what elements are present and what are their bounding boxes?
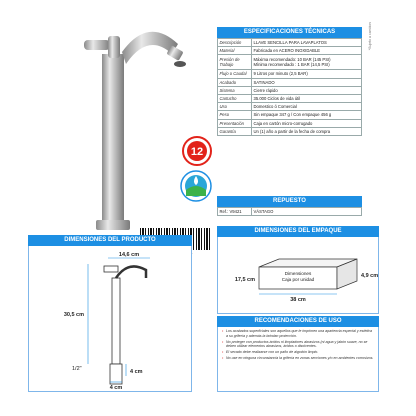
table-row (218, 86, 362, 94)
table-row (218, 39, 362, 47)
dim-width: 14,6 cm (118, 252, 140, 258)
spec-key: Garantía (218, 127, 252, 135)
warranty-badge (182, 136, 212, 166)
spec-value-line: Fabricada en ACERO INOXIDABLE (253, 48, 321, 54)
dim-base: 4 cm (109, 385, 123, 390)
spec-value (252, 78, 362, 86)
spec-value (252, 47, 362, 55)
spec-key: Uso (218, 103, 252, 111)
spec-value (252, 55, 362, 70)
spec-value (252, 111, 362, 119)
spec-value-line: Máxima recomendado: 10 BAR (145 PSI) (253, 57, 331, 63)
repuesto-ref: Ref.: V9421 (218, 208, 252, 216)
pack-dimension-drawing (217, 237, 379, 312)
spec-value-line: 35.000 Ciclos de vida útil (253, 96, 301, 102)
spec-key: Presentación (218, 119, 252, 127)
list-item: • No use en ninguna circunstancia la grifería en zonas secciones y/o en ambientes corrosivos. (222, 356, 374, 361)
table-row (218, 78, 362, 86)
dim-thread: 1/2" (72, 366, 82, 372)
spec-value-line: Mínima recomendado : 1 BAR (14,5 PSI) (253, 62, 330, 68)
spec-key: Descripción (218, 39, 252, 47)
table-row (218, 47, 362, 55)
pack-label-2: Caja por unidad (281, 277, 315, 282)
table-row (218, 55, 362, 70)
spec-value (252, 86, 362, 94)
pack-depth: 4,9 cm (361, 273, 379, 279)
dim-product-title: DIMENSIONES DEL PRODUCTO (28, 235, 192, 246)
spec-value-line: Un (1) año a partir de la fecha de compra (253, 128, 331, 134)
repuesto-title: REPUESTO (217, 196, 362, 207)
spec-key: Acabado (218, 78, 252, 86)
table-row (218, 208, 362, 216)
spec-key: Material (218, 47, 252, 55)
pack-label-1: Dimensiones (284, 271, 312, 276)
dim-base-height: 4 cm (130, 369, 143, 375)
table-row (218, 119, 362, 127)
spec-value (252, 119, 362, 127)
list-item: • No proteger con productos ácidos ni limpiadores abrasivos (ni agua y jabón suave, no se deben utilizar elementos abrasivos, ácidos o disolventes. (222, 340, 374, 349)
spec-value (252, 103, 362, 111)
table-row (218, 111, 362, 119)
side-note: *Sujeto a cambios (368, 22, 372, 51)
spec-table (217, 38, 362, 136)
recommendations-list (222, 329, 374, 363)
spec-key: Peso (218, 111, 252, 119)
spec-value (252, 39, 362, 47)
water-saving-icon (180, 170, 212, 202)
repuesto-value: VÁSTAGO (252, 208, 362, 216)
table-row (218, 103, 362, 111)
table-row (218, 127, 362, 135)
spec-value-line: Sin empaque 347 g / Con empaque 456 g (253, 112, 332, 118)
spec-value (252, 127, 362, 135)
table-row (218, 70, 362, 78)
recommendations-title: RECOMENDACIONES DE USO (217, 316, 379, 327)
spec-title: ESPECIFICACIONES TÉCNICAS (217, 27, 362, 38)
spec-key: Sistema (218, 86, 252, 94)
spec-value-line: Domestico ó Comercial (253, 104, 297, 110)
warranty-number: 12 (190, 146, 204, 158)
spec-key: Cartucho (218, 95, 252, 103)
dim-pack-title: DIMENSIONES DEL EMPAQUE (217, 226, 379, 237)
repuesto-table (217, 207, 362, 216)
product-dimension-drawing (28, 246, 192, 390)
pack-length: 38 cm (290, 297, 306, 303)
spec-value-line: Cierre rápido (253, 87, 278, 93)
spec-value-line: SATINADO (253, 79, 275, 85)
spec-value (252, 95, 362, 103)
table-row (218, 95, 362, 103)
dim-height: 30,5 cm (63, 312, 84, 318)
list-item: • El secado debe realizarse con un paño de algodón limpio. (222, 350, 374, 355)
spec-value (252, 70, 362, 78)
spec-value-line: LLAVE SENCILLA PARA LAVAPLATOS (253, 40, 327, 45)
spec-key: Presión de Trabajo (218, 55, 252, 70)
list-item: • Los acabados superficiales son aquellos que le imprimen una apariencia especial y estética a su grifería y además la brindan protección. (222, 329, 374, 338)
spec-key: Flujo o Caudal (218, 70, 252, 78)
spec-value-line: 9 Litros por minuto (2,5 BAR) (253, 71, 308, 77)
spec-value-line: Caja en cartón micro-corrugado (253, 120, 313, 126)
pack-height: 17,5 cm (234, 277, 255, 283)
